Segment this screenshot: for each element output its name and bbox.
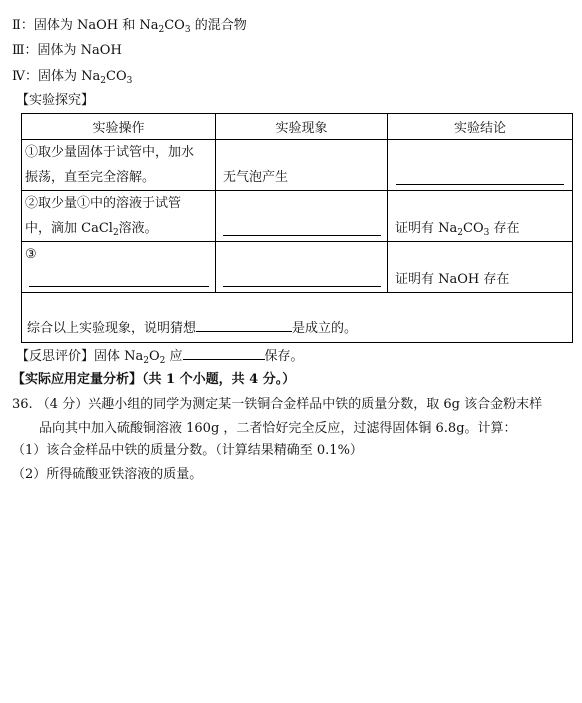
section-title: 【实验探究】 xyxy=(16,93,95,108)
summary-text: 综合以上实验现象，说明猜想 xyxy=(27,321,197,336)
row1-op-line2: 振荡，直至完全溶解。 xyxy=(25,170,156,185)
subscript: 2 xyxy=(143,356,149,366)
row3-operation-blank[interactable] xyxy=(29,286,209,287)
table-row xyxy=(22,242,573,293)
reflection-text: 【反思评价】固体 Na xyxy=(16,349,144,364)
formula-part: CO xyxy=(106,69,127,84)
row1-op-line1: ①取少量固体于试管中，加水 xyxy=(25,145,195,160)
row2-conclusion xyxy=(388,191,573,242)
row1-operation xyxy=(22,140,216,191)
row2-operation xyxy=(22,191,216,242)
table-row xyxy=(22,140,573,191)
row2-phenomenon-blank[interactable] xyxy=(223,235,381,236)
row3-op-line1: ③ xyxy=(25,247,37,262)
hypothesis-3-num: Ⅲ： xyxy=(12,43,38,58)
reflection-after: 保存。 xyxy=(264,349,304,364)
row1-phenomenon xyxy=(216,140,388,191)
row2-op-line2-after: 溶液。 xyxy=(118,221,158,236)
row2-conclusion-after: 存在 xyxy=(489,221,520,236)
row3-conclusion xyxy=(388,242,573,293)
storage-blank[interactable] xyxy=(183,347,265,360)
hypothesis-4 xyxy=(12,69,132,85)
formula-part: CO xyxy=(463,221,484,236)
header-operation: 实验操作 xyxy=(22,114,216,140)
subscript: 3 xyxy=(483,228,490,238)
hypothesis-2-after: 的混合物 xyxy=(190,18,247,33)
problem-line2: 品向其中加入硫酸铜溶液 160g ，二者恰好完全反应，过滤得固体铜 6.8g。计算： xyxy=(39,421,517,436)
subscript: 2 xyxy=(159,356,166,366)
hypothesis-2-num: Ⅱ： xyxy=(12,18,34,33)
row2-phenomenon xyxy=(216,191,388,242)
row4-summary xyxy=(22,293,573,343)
table-row xyxy=(22,293,573,343)
hypothesis-2 xyxy=(12,18,247,34)
hypothesis-4-num: Ⅳ： xyxy=(12,69,38,84)
header-conclusion: 实验结论 xyxy=(388,114,573,140)
hypothesis-4-text: 固体为 Na xyxy=(38,69,101,84)
row2-conclusion-text: 证明有 Na xyxy=(395,221,458,236)
reflection xyxy=(16,347,304,365)
subscript: 2 xyxy=(457,228,463,238)
row2-op-line2: 中，滴加 CaCl xyxy=(25,221,113,236)
row1-phenomenon-text: 无气泡产生 xyxy=(223,170,289,185)
formula-part: CO xyxy=(164,18,185,33)
header-phenomenon: 实验现象 xyxy=(216,114,388,140)
row3-operation xyxy=(22,242,216,293)
summary-after: 是成立的。 xyxy=(292,321,358,336)
hypothesis-3 xyxy=(12,43,122,59)
row1-conclusion-blank[interactable] xyxy=(396,184,564,185)
question-1: （1）该合金样品中铁的质量分数。（计算结果精确至 0.1%） xyxy=(12,443,363,458)
formula-part: O xyxy=(149,349,160,364)
subscript: 2 xyxy=(100,76,106,86)
hypothesis-3-text: 固体为 NaOH xyxy=(37,43,122,58)
row3-conclusion-text: 证明有 NaOH 存在 xyxy=(395,272,510,287)
applied-section-title: 【实际应用定量分析】（共 1 个小题，共 4 分。） xyxy=(12,372,296,387)
problem-line1: 36. （4 分）兴趣小组的同学为测定某一铁铜合金样品中铁的质量分数，取 6g 该合金粉末样 xyxy=(12,397,543,412)
reflection-mid: 应 xyxy=(165,349,183,364)
table-header-row xyxy=(22,114,573,140)
question-2: （2）所得硫酸亚铁溶液的质量。 xyxy=(12,467,203,482)
subscript: 2 xyxy=(112,228,119,238)
subscript: 3 xyxy=(184,25,191,35)
row1-conclusion xyxy=(388,140,573,191)
hypothesis-blank[interactable] xyxy=(196,319,292,332)
hypothesis-2-text: 固体为 NaOH 和 Na xyxy=(33,18,159,33)
row3-phenomenon-blank[interactable] xyxy=(223,286,381,287)
subscript: 3 xyxy=(126,76,133,86)
experiment-table xyxy=(21,113,573,343)
subscript: 2 xyxy=(158,25,165,35)
row2-op-line1: ②取少量①中的溶液于试管 xyxy=(25,196,182,211)
table-row xyxy=(22,191,573,242)
row3-phenomenon xyxy=(216,242,388,293)
